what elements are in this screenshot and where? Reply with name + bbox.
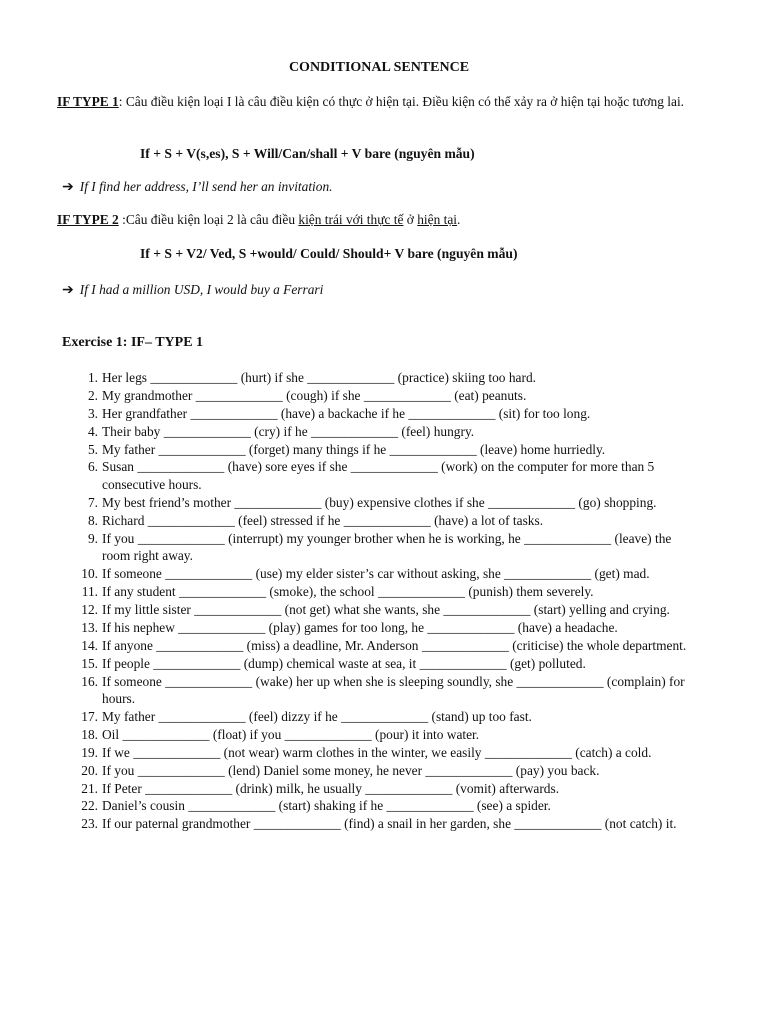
exercise-item-text: If we _____________ (not wear) warm clothes in the winter, we easily _____________ (catch) a cold.	[102, 744, 652, 760]
exercise-item-text: If someone _____________ (use) my elder sister’s car without asking, she _____________ (get) mad.	[102, 566, 650, 582]
exercise-item-number: 8.	[87, 512, 98, 528]
exercise-list	[0, 369, 700, 833]
exercise-item-number: 5.	[87, 441, 98, 457]
exercise-item	[0, 780, 700, 798]
exercise-item-text: My grandmother _____________ (cough) if she _____________ (eat) peanuts.	[102, 387, 527, 403]
exercise-item-number: 12.	[81, 601, 98, 617]
exercise-item-number: 17.	[81, 709, 98, 725]
exercise-item	[0, 762, 700, 780]
exercise-item	[0, 797, 700, 815]
exercise-item-text: Susan _____________ (have) sore eyes if she _____________ (work) on the computer for more than 5 consecutive hours.	[102, 459, 655, 493]
exercise-item-number: 4.	[87, 423, 98, 439]
exercise-item-text: Her grandfather _____________ (have) a backache if he _____________ (sit) for too long.	[102, 405, 591, 421]
exercise-item-number: 10.	[81, 566, 98, 582]
exercise-item	[0, 458, 700, 493]
type1-description	[57, 93, 707, 111]
exercise-item-number: 11.	[81, 584, 98, 600]
exercise-item-text: My father _____________ (forget) many things if he _____________ (leave) home hurriedly.	[102, 441, 606, 457]
exercise-item	[0, 601, 700, 619]
exercise-item-number: 7.	[87, 494, 98, 510]
type1-formula: If + S + V(s,es), S + Will/Can/shall + V bare (nguyên mẫu)	[140, 146, 475, 161]
type2-example	[62, 281, 323, 300]
page-title: CONDITIONAL SENTENCE	[288, 60, 470, 75]
exercise-item	[0, 423, 700, 441]
exercise-item	[0, 744, 700, 762]
exercise-item-number: 13.	[81, 619, 98, 635]
exercise-item-number: 1.	[87, 370, 98, 385]
exercise-item	[0, 494, 700, 512]
exercise-item	[0, 815, 700, 833]
exercise-item-text: If my little sister _____________ (not get) what she wants, she _____________ (start) yelling and crying.	[102, 601, 670, 617]
arrow-icon: ➔	[62, 180, 74, 195]
exercise-item	[0, 530, 700, 565]
type2-label: IF TYPE 2	[57, 212, 119, 227]
exercise-item-number: 2.	[87, 387, 98, 403]
exercise-item-number: 9.	[87, 530, 98, 546]
type2-text-e: .	[457, 212, 461, 227]
exercise-item	[0, 583, 700, 601]
exercise-item-number: 16.	[81, 673, 98, 689]
exercise-item	[0, 441, 700, 459]
exercise-item-text: If you _____________ (lend) Daniel some money, he never _____________ (pay) you back.	[102, 762, 600, 778]
exercise-item-text: My best friend’s mother _____________ (buy) expensive clothes if she _____________ (go) shopping.	[102, 494, 657, 510]
exercise-item-text: If his nephew _____________ (play) games for too long, he _____________ (have) a headache.	[102, 619, 618, 635]
exercise-item	[0, 512, 700, 530]
exercise-item	[0, 405, 700, 423]
exercise-item-number: 22.	[81, 798, 98, 814]
exercise-item-text: Oil _____________ (float) if you _____________ (pour) it into water.	[102, 726, 480, 742]
exercise-item-number: 3.	[87, 405, 98, 421]
type2-example-text: If I had a million USD, I would buy a Ferrari	[79, 282, 324, 297]
exercise-item	[0, 619, 700, 637]
type2-text-c: ở	[403, 212, 418, 227]
type2-text-a: :Câu điều kiện loại 2 là câu điều	[118, 212, 299, 227]
type1-example	[62, 178, 333, 197]
exercise-item-text: If any student _____________ (smoke), the school _____________ (punish) them severely.	[102, 584, 594, 600]
exercise-item	[0, 655, 700, 673]
exercise-item-number: 19.	[81, 744, 98, 760]
type1-example-text: If I find her address, I’ll send her an invitation.	[79, 179, 333, 194]
exercise-item-number: 18.	[81, 726, 98, 742]
exercise-item-text: If someone _____________ (wake) her up when she is sleeping soundly, she _____________ (complain) for hours.	[102, 673, 685, 707]
type2-text-b: kiện trái với thực tế	[298, 212, 404, 227]
exercise-item-text: Richard _____________ (feel) stressed if he _____________ (have) a lot of tasks.	[102, 512, 544, 528]
exercise-item	[0, 565, 700, 583]
exercise-item-number: 21.	[81, 780, 98, 796]
exercise-item-number: 14.	[81, 637, 98, 653]
exercise-item-text: Their baby _____________ (cry) if he _____________ (feel) hungry.	[102, 423, 475, 439]
exercise-item	[0, 726, 700, 744]
exercise-item-number: 20.	[81, 762, 98, 778]
type2-formula: If + S + V2/ Ved, S +would/ Could/ Should+ V bare (nguyên mẫu)	[140, 246, 518, 261]
exercise-heading: Exercise 1: IF– TYPE 1	[62, 335, 204, 350]
exercise-item-number: 6.	[87, 459, 98, 475]
exercise-item-text: If anyone _____________ (miss) a deadline, Mr. Anderson _____________ (criticise) the whole department.	[102, 637, 687, 653]
exercise-item-text: My father _____________ (feel) dizzy if he _____________ (stand) up too fast.	[102, 709, 532, 725]
exercise-item-text: Her legs _____________ (hurt) if she _____________ (practice) skiing too hard.	[102, 370, 536, 385]
exercise-item-text: If people _____________ (dump) chemical waste at sea, it _____________ (get) polluted.	[102, 655, 586, 671]
exercise-item	[0, 708, 700, 726]
exercise-item-text: If you _____________ (interrupt) my younger brother when he is working, he _____________ (leave) the room right away.	[102, 530, 672, 564]
exercise-item	[0, 673, 700, 708]
type2-description	[57, 211, 707, 229]
exercise-item-number: 15.	[81, 655, 98, 671]
type2-text-d: hiện tại	[417, 212, 458, 227]
exercise-item-text: If Peter _____________ (drink) milk, he usually _____________ (vomit) afterwards.	[102, 780, 560, 796]
arrow-icon: ➔	[62, 283, 74, 298]
type1-label: IF TYPE 1	[57, 94, 119, 109]
exercise-item	[0, 637, 700, 655]
exercise-item	[0, 369, 700, 387]
exercise-item-text: If our paternal grandmother _____________ (find) a snail in her garden, she _____________ (not catch) it.	[102, 816, 677, 832]
type1-text: : Câu điều kiện loại I là câu điều kiện có thực ở hiện tại. Điều kiện có thể xảy ra ở hiện tại hoặc tương lai.	[118, 94, 685, 109]
exercise-item-number: 23.	[81, 816, 98, 832]
exercise-item-text: Daniel’s cousin _____________ (start) shaking if he _____________ (see) a spider.	[102, 798, 551, 814]
exercise-item	[0, 387, 700, 405]
